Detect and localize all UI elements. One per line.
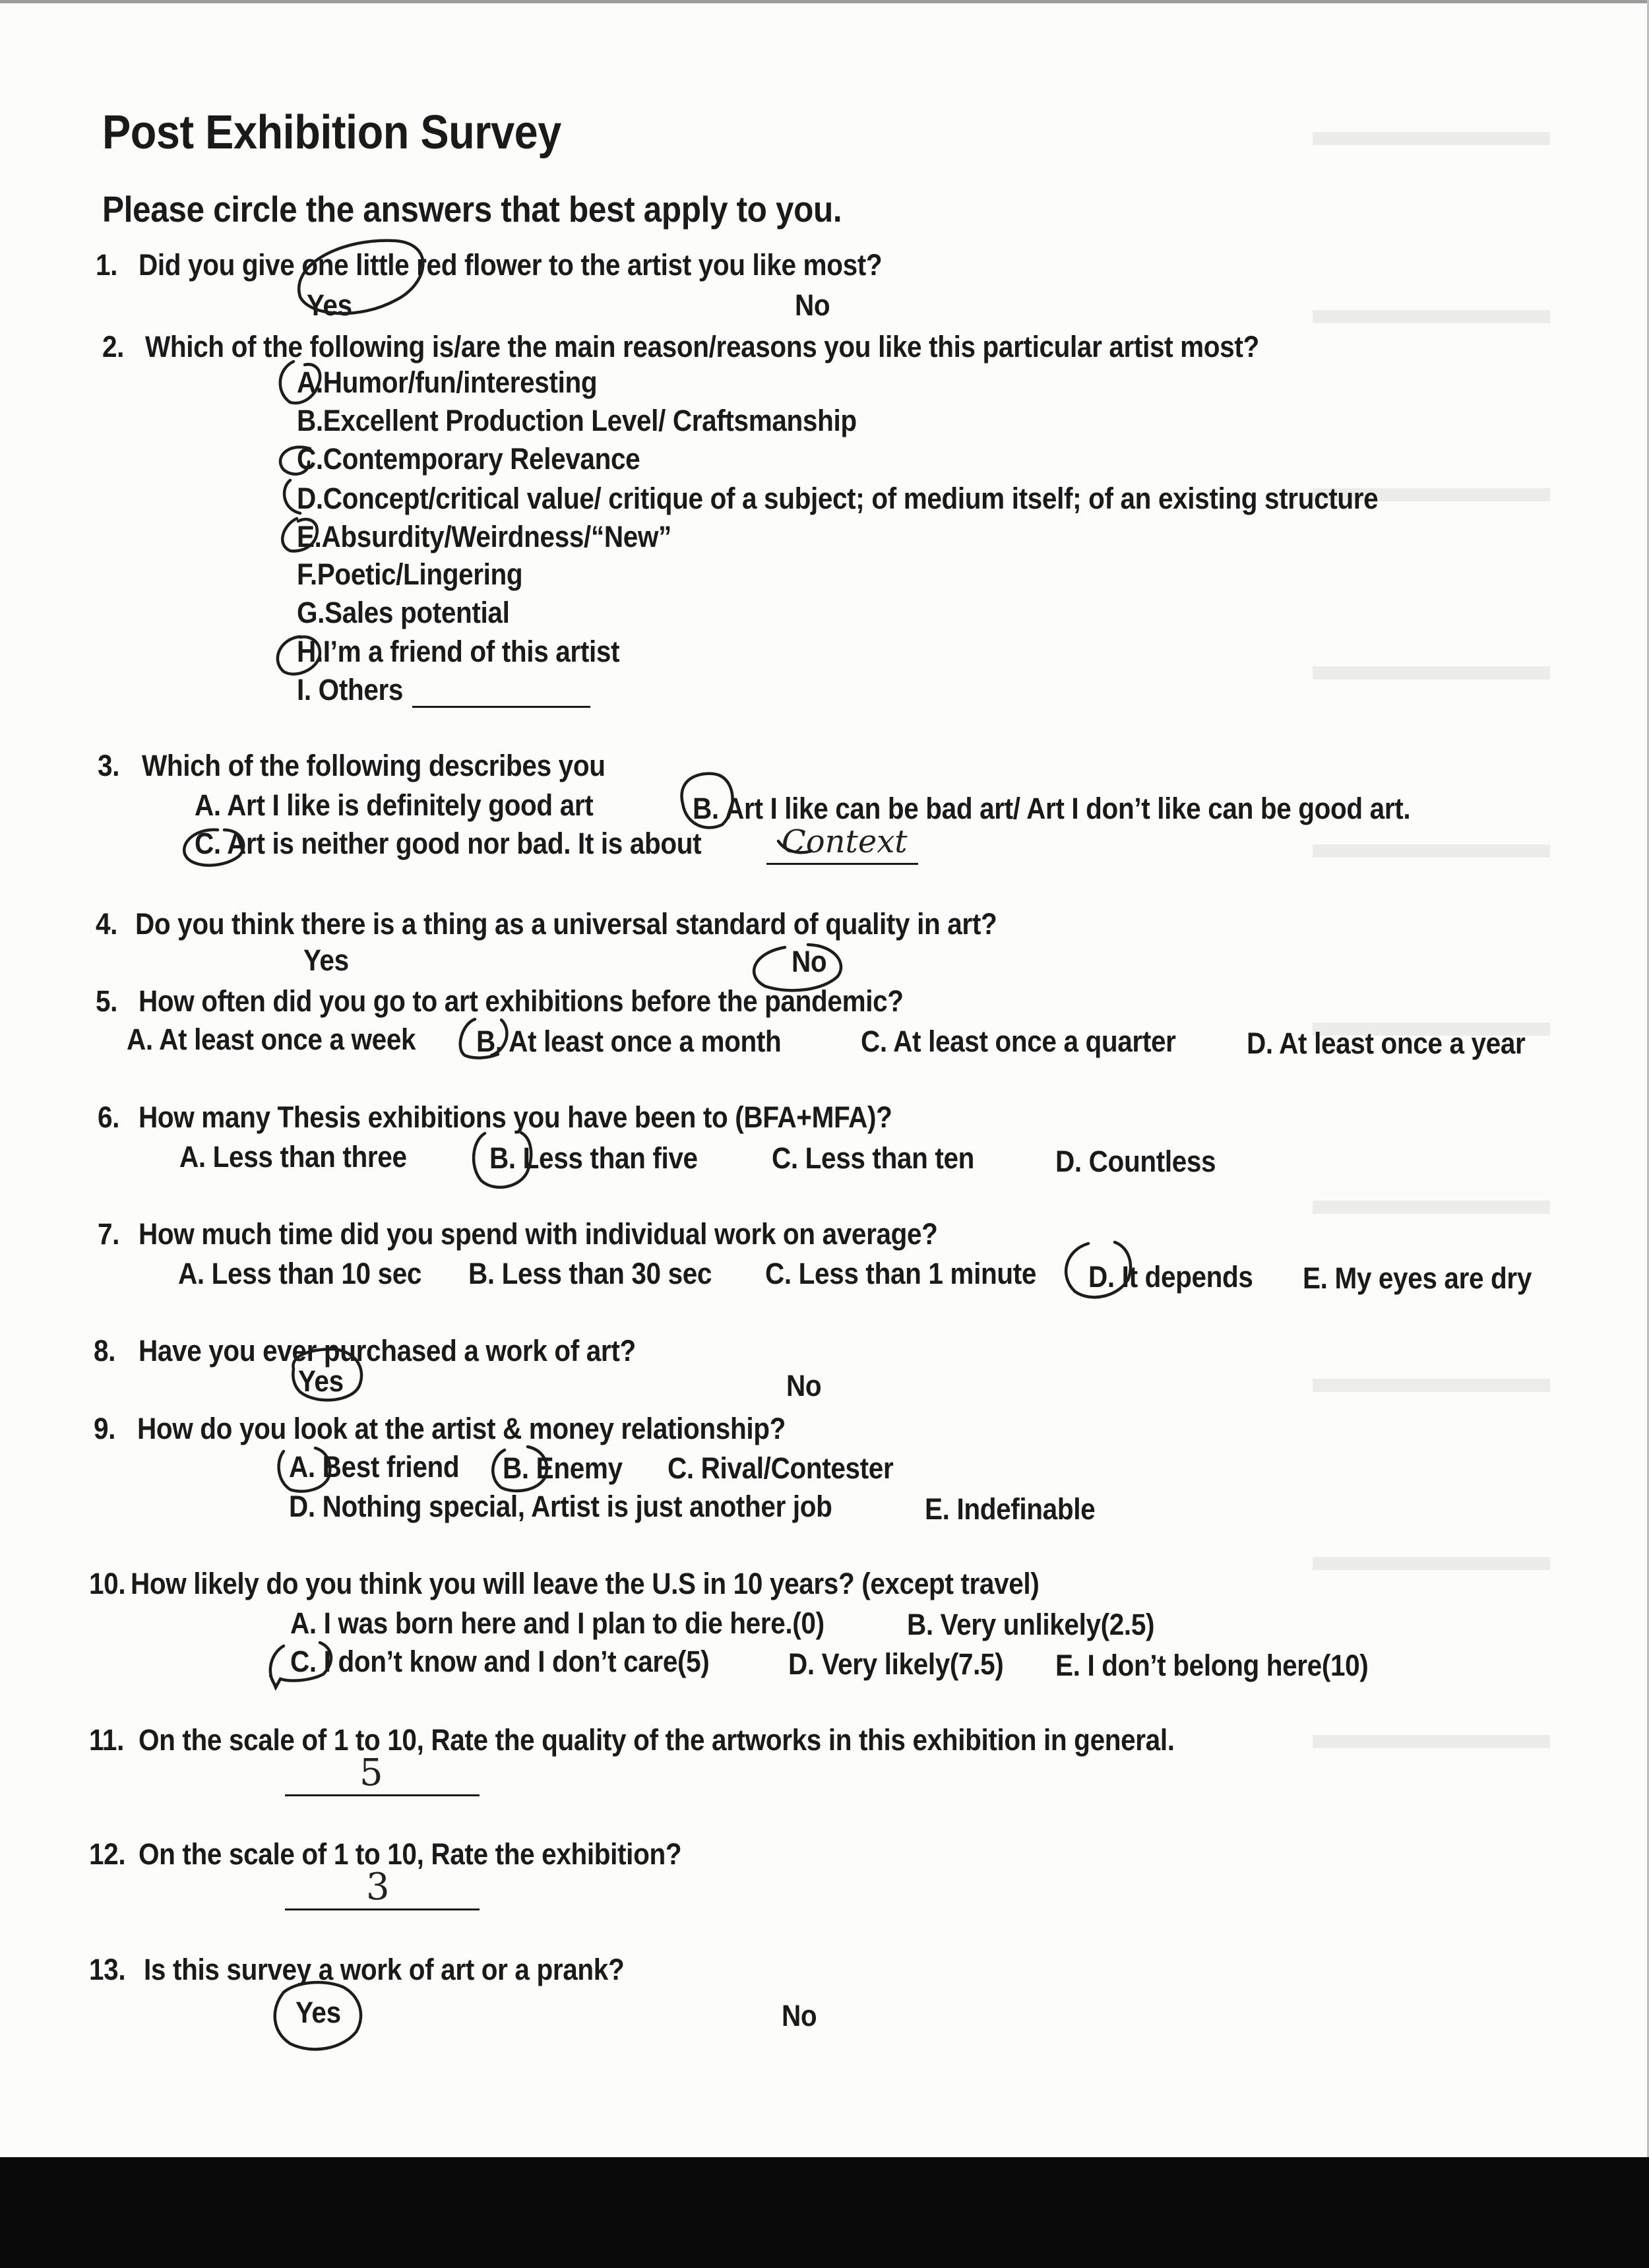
q5-number: 5. bbox=[96, 984, 118, 1018]
circle-q5-b bbox=[460, 1019, 507, 1058]
q3-option-b[interactable]: B. Art I like can be bad art/ Art I don’t like can be good art. bbox=[693, 792, 1411, 825]
q13-text: Is this survey a work of art or a prank? bbox=[144, 1953, 625, 1986]
q7-option-d[interactable]: D. It depends bbox=[1088, 1260, 1253, 1294]
q4-option-no[interactable]: No bbox=[792, 945, 827, 978]
q13-option-no[interactable]: No bbox=[782, 1999, 817, 2032]
q10-option-a[interactable]: A. I was born here and I plan to die here.(0) bbox=[290, 1606, 824, 1640]
q7-text: How much time did you spend with individual work on average? bbox=[139, 1217, 938, 1251]
q3-option-c[interactable]: C. Art is neither good nor bad. It is about bbox=[195, 827, 702, 860]
q9-text: How do you look at the artist & money relationship? bbox=[137, 1412, 786, 1445]
q6-text: How many Thesis exhibitions you have been to (BFA+MFA)? bbox=[139, 1100, 892, 1134]
q4-option-yes[interactable]: Yes bbox=[303, 943, 349, 977]
circle-q13-yes bbox=[275, 1982, 361, 2049]
circle-q1-yes bbox=[299, 241, 423, 314]
q3-handwritten-answer: Context bbox=[782, 823, 908, 860]
q4-number: 4. bbox=[96, 907, 118, 941]
q3-text: Which of the following describes you bbox=[142, 749, 606, 782]
q1-text: Did you give one little red flower to the artist you like most? bbox=[139, 248, 883, 282]
q5-option-a[interactable]: A. At least once a week bbox=[127, 1023, 416, 1056]
q7-option-e[interactable]: E. My eyes are dry bbox=[1303, 1261, 1532, 1295]
q3-option-a[interactable]: A. Art I like is definitely good art bbox=[195, 788, 594, 822]
q10-text: How likely do you think you will leave the U.S in 10 years? (except travel) bbox=[131, 1567, 1040, 1600]
q2-option-e[interactable]: E.Absurdity/Weirdness/“New” bbox=[297, 520, 671, 553]
q2-option-a[interactable]: A.Humor/fun/interesting bbox=[297, 365, 598, 399]
q1-option-no[interactable]: No bbox=[795, 288, 830, 322]
q9-option-d[interactable]: D. Nothing special, Artist is just another job bbox=[289, 1490, 832, 1523]
q2-number: 2. bbox=[102, 330, 125, 363]
circle-q9-b bbox=[493, 1447, 547, 1491]
q2-option-c[interactable]: C.Contemporary Relevance bbox=[297, 442, 640, 476]
q6-option-b[interactable]: B. Less than five bbox=[489, 1141, 698, 1175]
circle-q3-context-scribble bbox=[778, 841, 811, 852]
q11-text: On the scale of 1 to 10, Rate the quality of the artworks in this exhibition in general. bbox=[139, 1723, 1175, 1757]
page-title: Post Exhibition Survey bbox=[102, 106, 561, 159]
circle-q4-no bbox=[754, 945, 841, 990]
q10-option-b[interactable]: B. Very unlikely(2.5) bbox=[907, 1608, 1155, 1641]
q2-option-g[interactable]: G.Sales potential bbox=[297, 596, 510, 629]
q6-number: 6. bbox=[98, 1100, 120, 1134]
q7-number: 7. bbox=[98, 1217, 120, 1251]
q9-number: 9. bbox=[94, 1412, 116, 1445]
q2-option-f[interactable]: F.Poetic/Lingering bbox=[297, 557, 523, 591]
scan-edge-bottom bbox=[0, 2157, 1649, 2268]
circle-q9-a bbox=[279, 1448, 330, 1492]
q12-text: On the scale of 1 to 10, Rate the exhibition? bbox=[139, 1837, 682, 1871]
q7-option-a[interactable]: A. Less than 10 sec bbox=[178, 1257, 422, 1290]
q9-option-e[interactable]: E. Indefinable bbox=[925, 1492, 1096, 1526]
q8-number: 8. bbox=[94, 1334, 116, 1368]
q12-handwritten-answer: 3 bbox=[366, 1866, 390, 1908]
circle-q2-c bbox=[280, 447, 310, 474]
q10-option-d[interactable]: D. Very likely(7.5) bbox=[788, 1647, 1004, 1681]
q11-number: 11. bbox=[89, 1723, 124, 1757]
q10-option-c[interactable]: C. I don’t know and I don’t care(5) bbox=[290, 1645, 710, 1678]
q13-option-yes[interactable]: Yes bbox=[296, 1996, 341, 2029]
q7-option-b[interactable]: B. Less than 30 sec bbox=[468, 1257, 712, 1290]
circle-q3-b bbox=[682, 774, 733, 828]
q12-number: 12. bbox=[89, 1837, 126, 1871]
q5-option-d[interactable]: D. At least once a year bbox=[1247, 1026, 1526, 1060]
q7-option-c[interactable]: C. Less than 1 minute bbox=[765, 1257, 1037, 1290]
q13-number: 13. bbox=[89, 1953, 126, 1986]
q8-text: Have you ever purchased a work of art? bbox=[139, 1334, 636, 1368]
q2-option-i[interactable]: I. Others bbox=[297, 673, 404, 707]
q2-text: Which of the following is/are the main reason/reasons you like this particular artist most? bbox=[145, 330, 1259, 363]
q6-option-d[interactable]: D. Countless bbox=[1055, 1145, 1216, 1178]
q8-option-yes[interactable]: Yes bbox=[298, 1364, 344, 1398]
q4-text: Do you think there is a thing as a universal standard of quality in art? bbox=[135, 907, 997, 941]
q1-number: 1. bbox=[96, 248, 118, 282]
circle-q8-yes bbox=[293, 1349, 361, 1400]
q2-option-h[interactable]: H.I’m a friend of this artist bbox=[297, 635, 620, 668]
q1-option-yes[interactable]: Yes bbox=[307, 288, 352, 322]
circle-q2-d bbox=[284, 480, 300, 513]
q10-option-e[interactable]: E. I don’t belong here(10) bbox=[1055, 1649, 1369, 1682]
circle-q10-c bbox=[270, 1643, 331, 1687]
circle-q2-e bbox=[282, 519, 317, 551]
circle-q7-d bbox=[1066, 1242, 1131, 1297]
circle-q2-a bbox=[280, 362, 320, 403]
q6-option-c[interactable]: C. Less than ten bbox=[772, 1141, 975, 1175]
q10-number: 10. bbox=[89, 1567, 126, 1600]
q3-number: 3. bbox=[98, 749, 120, 782]
q2-option-d[interactable]: D.Concept/critical value/ critique of a subject; of medium itself; of an existing structure bbox=[297, 482, 1379, 515]
circle-q2-h bbox=[278, 637, 320, 674]
q5-text: How often did you go to art exhibitions before the pandemic? bbox=[139, 984, 904, 1018]
q8-option-no[interactable]: No bbox=[786, 1369, 822, 1402]
instructions: Please circle the answers that best apply to you. bbox=[102, 189, 842, 230]
q11-handwritten-answer: 5 bbox=[359, 1751, 383, 1794]
q2-option-b[interactable]: B.Excellent Production Level/ Craftsmanship bbox=[297, 404, 857, 437]
q9-option-a[interactable]: A. Best friend bbox=[289, 1450, 460, 1484]
q5-option-c[interactable]: C. At least once a quarter bbox=[861, 1024, 1176, 1058]
q9-option-c[interactable]: C. Rival/Contester bbox=[668, 1451, 894, 1485]
circle-q6-b bbox=[474, 1133, 531, 1187]
q9-option-b[interactable]: B. Enemy bbox=[503, 1451, 623, 1485]
q6-option-a[interactable]: A. Less than three bbox=[179, 1140, 407, 1174]
circle-q3-c bbox=[184, 830, 243, 866]
q5-option-b[interactable]: B. At least once a month bbox=[476, 1024, 782, 1058]
